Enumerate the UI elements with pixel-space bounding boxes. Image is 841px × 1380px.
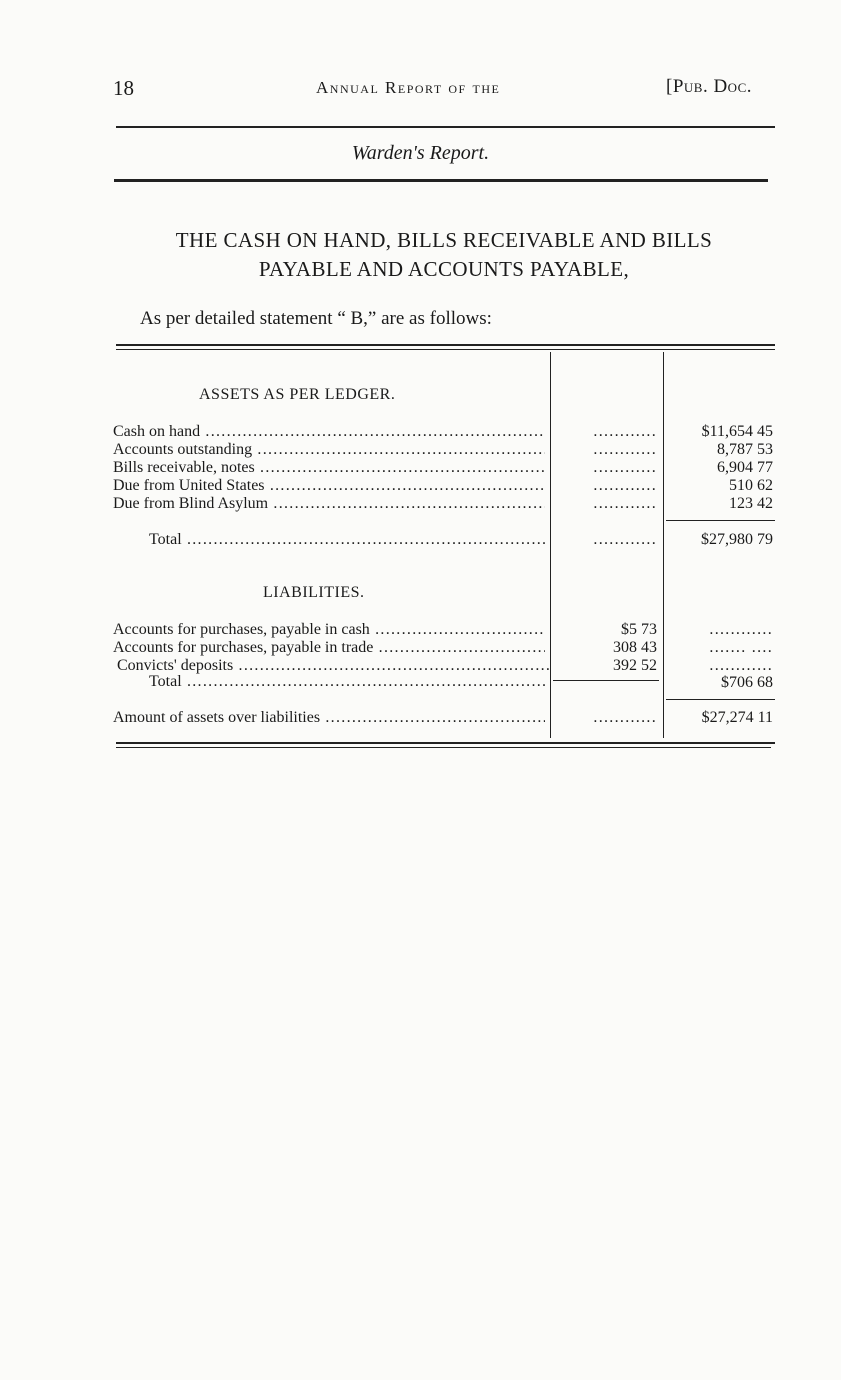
row-col1: ............ <box>593 441 657 458</box>
header-rule-top <box>116 126 775 128</box>
row-label: Total ..... <box>149 531 545 549</box>
row-col1: 392 52 <box>613 657 657 674</box>
table-row <box>113 441 775 459</box>
statement-heading <box>113 226 775 284</box>
table-rule-bottom-2 <box>116 747 771 748</box>
row-col2: $27,980 79 <box>701 531 773 548</box>
row-label: Amount of assets over liabilities ..... <box>113 709 545 727</box>
assets-title: ASSETS AS PER LEDGER. <box>199 386 396 403</box>
row-col1: $5 73 <box>621 621 657 638</box>
row-col1: ............ <box>593 709 657 726</box>
page-number: 18 <box>113 76 134 100</box>
table-row <box>113 477 775 495</box>
row-col2: ....... .... <box>709 639 773 656</box>
table-rule-top-2 <box>116 349 775 350</box>
row-col2: ............ <box>709 657 773 674</box>
heading-line-2: PAYABLE AND ACCOUNTS PAYABLE, <box>258 257 630 281</box>
table-rule-bottom <box>116 742 775 744</box>
header-rule-bottom <box>114 179 768 182</box>
row-col1: ............ <box>593 531 657 548</box>
row-col2: 6,904 77 <box>717 459 773 476</box>
liabilities-total-row <box>113 673 775 691</box>
row-col1: ............ <box>593 495 657 512</box>
table-row <box>113 495 775 513</box>
intro-text: As per detailed statement “ B,” are as follows: <box>140 308 492 329</box>
summary-rule <box>666 699 775 700</box>
row-label: Due from Blind Asylum ..... <box>113 495 545 513</box>
row-col2: 123 42 <box>729 495 773 512</box>
row-col2: $706 68 <box>721 674 773 691</box>
table-rule-top <box>116 344 775 346</box>
assets-total-row <box>113 531 775 549</box>
row-col2: $11,654 45 <box>701 423 773 440</box>
row-label: Total ..... <box>149 673 545 691</box>
row-label: Cash on hand ..... <box>113 423 545 441</box>
table-row <box>113 423 775 441</box>
liabilities-title: LIABILITIES. <box>263 584 365 601</box>
table-row <box>113 459 775 477</box>
row-label: Accounts outstanding ..... <box>113 441 545 459</box>
row-col2: 510 62 <box>729 477 773 494</box>
row-col1: 308 43 <box>613 639 657 656</box>
table-row <box>113 621 775 639</box>
heading-line-1: THE CASH ON HAND, BILLS RECEIVABLE AND BILLS <box>175 228 713 252</box>
row-label: Due from United States ..... <box>113 477 545 495</box>
row-col2: $27,274 11 <box>701 709 773 726</box>
row-label: Accounts for purchases, payable in trade ..... <box>113 639 545 657</box>
row-label: Bills receivable, notes ..... <box>113 459 545 477</box>
row-col2: 8,787 53 <box>717 441 773 458</box>
running-title: Annual Report of the <box>316 78 501 97</box>
row-col2: ............ <box>709 621 773 638</box>
doc-label: [Pub. Doc. <box>666 76 752 97</box>
financial-table <box>113 344 775 756</box>
row-col1: ............ <box>593 459 657 476</box>
row-label: Convicts' deposits ..... <box>117 657 549 675</box>
summary-row <box>113 709 775 727</box>
assets-total-rule <box>666 520 775 521</box>
row-label: Accounts for purchases, payable in cash ..... <box>113 621 545 639</box>
section-subheader: Warden's Report. <box>351 142 490 164</box>
table-row <box>113 639 775 657</box>
row-col1: ............ <box>593 477 657 494</box>
row-col1: ............ <box>593 423 657 440</box>
